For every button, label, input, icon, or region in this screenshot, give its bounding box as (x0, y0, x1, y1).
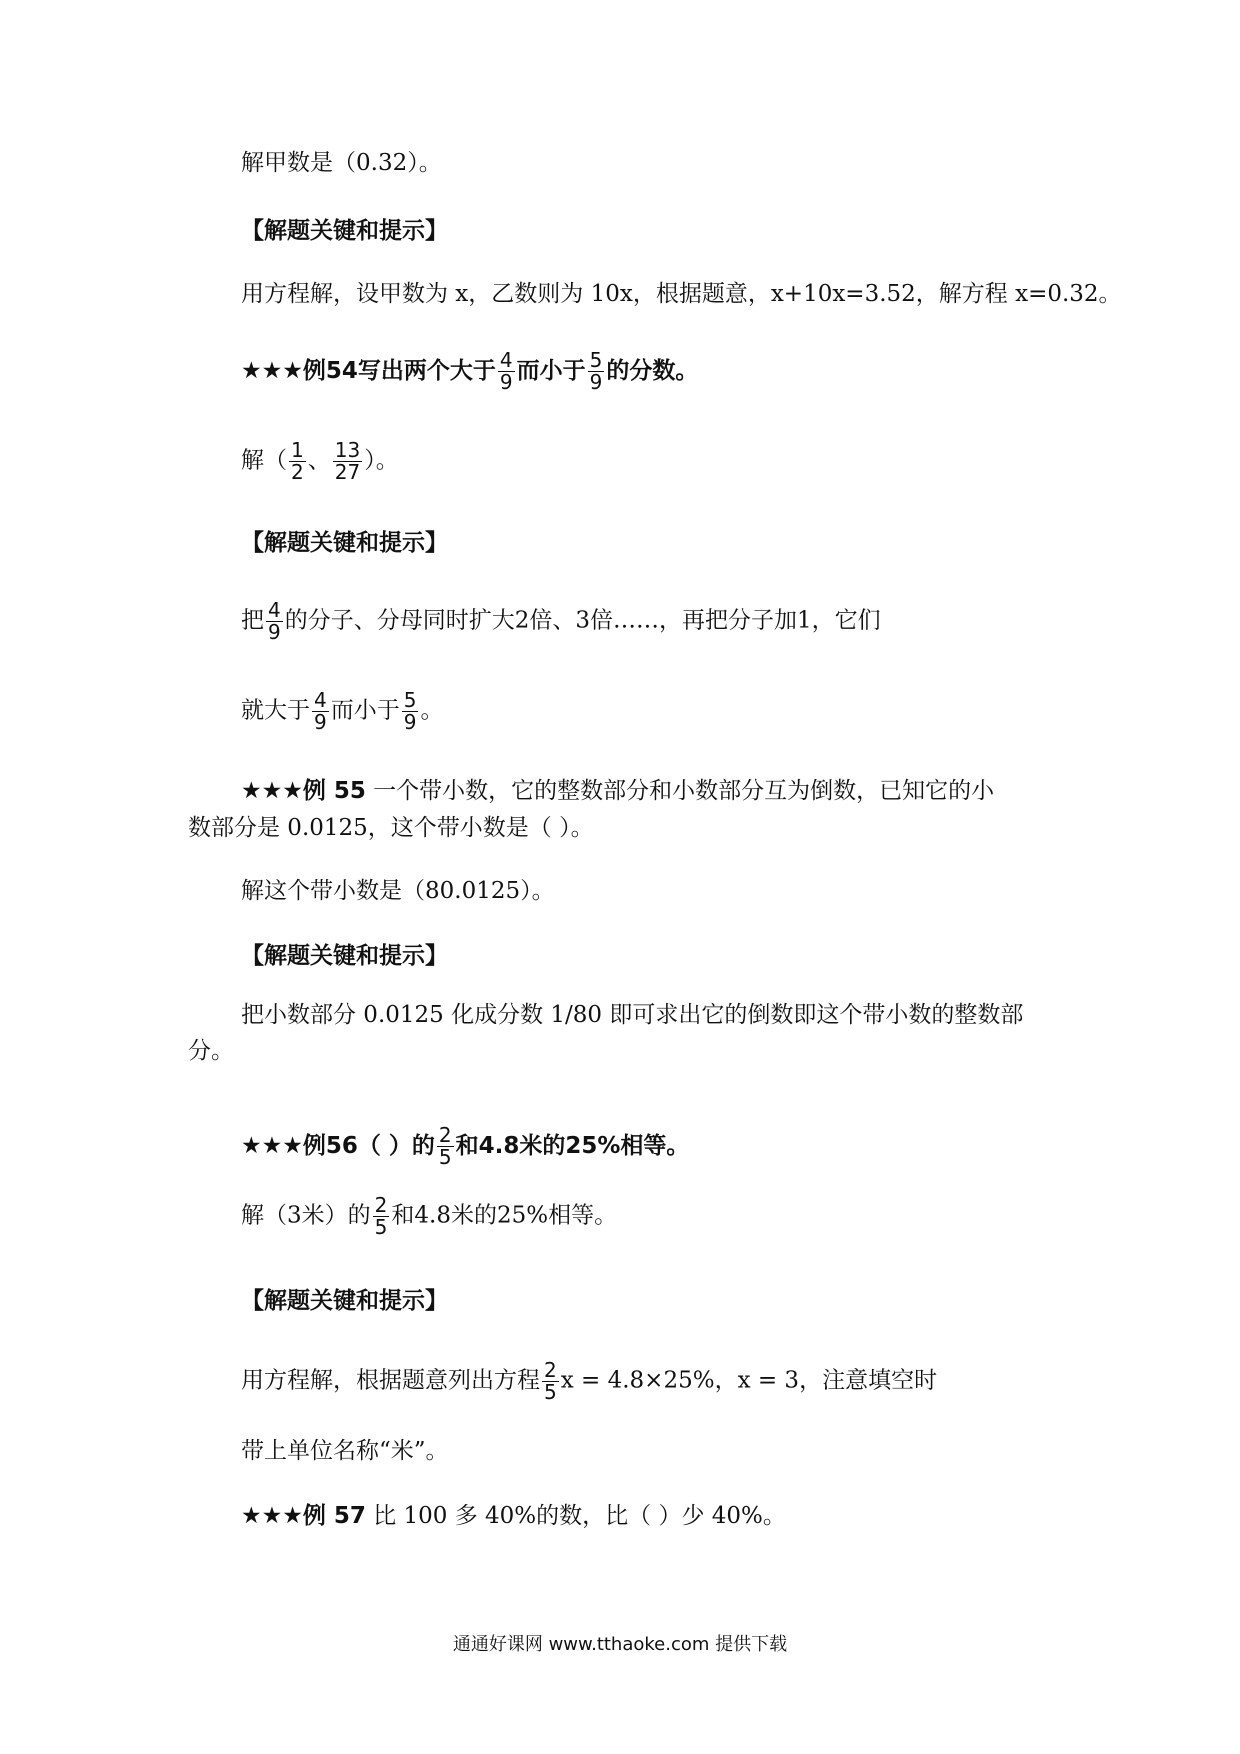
fraction-5-9: $\frac{5}{9}$ (589, 348, 603, 394)
fraction-2-5-hint: $\frac{2}{5}$ (544, 1358, 557, 1404)
example-57-label: ★★★例 57 (241, 1503, 366, 1529)
fraction-1-2: $\frac{1}{2}$ (291, 438, 304, 484)
example-55-text: 一个带小数，它的整数部分和小数部分互为倒数，已知它的小 (365, 778, 995, 804)
hint-53: 用方程解，设甲数为 x，乙数则为 10x，根据题意，x+10x=3.52，解方程 x=0.32。 (241, 281, 1122, 307)
hint-54-text-c: 就大于 (241, 697, 310, 724)
answer-54 (241, 440, 399, 483)
example-54-text-b: 而小于 (516, 358, 586, 384)
hint-54-text-e: 。 (420, 697, 444, 724)
hint-heading-2: 【解题关键和提示】 (241, 530, 448, 556)
answer-56-text-b: 和4.8米的25%相等。 (391, 1202, 618, 1229)
answer-53: 解甲数是（0.32）。 (241, 150, 442, 176)
example-56-text-b: 和4.8米的25%相等。 (455, 1133, 690, 1159)
hint-56-text-a: 用方程解，根据题意列出方程 (241, 1367, 540, 1394)
example-55-label: ★★★例 55 (241, 778, 366, 804)
fraction-2-5: $\frac{2}{5}$ (438, 1123, 452, 1169)
fraction-5-9-hint: $\frac{5}{9}$ (403, 688, 417, 734)
answer-54-text-b: 、 (307, 447, 331, 474)
example-54 (241, 350, 698, 393)
hint-56-text-b: x = 4.8×25%，x = 3，注意填空时 (560, 1367, 938, 1394)
example-55-line-1 (241, 780, 994, 803)
hint-54-text-b: 的分子、分母同时扩大2倍、3倍……，再把分子加1，它们 (284, 607, 881, 634)
example-55-line-2: 数部分是 0.0125，这个带小数是（ ）。 (188, 815, 594, 841)
answer-56 (241, 1195, 617, 1238)
hint-heading-3: 【解题关键和提示】 (241, 943, 448, 969)
hint-54-text-a: 把 (241, 607, 264, 634)
hint-54-text-d: 而小于 (330, 697, 400, 724)
hint-54-line-2 (241, 690, 443, 733)
answer-56-text-a: 解（3米）的 (241, 1202, 371, 1229)
hint-heading-1: 【解题关键和提示】 (241, 218, 448, 244)
fraction-2-5-answer: $\frac{2}{5}$ (374, 1193, 388, 1239)
fraction-13-27: $\frac{13}{27}$ (334, 438, 361, 484)
fraction-4-9-hint-2: $\frac{4}{9}$ (314, 688, 327, 734)
example-54-text-c: 的分数。 (606, 358, 699, 384)
example-57 (241, 1505, 786, 1528)
hint-heading-4: 【解题关键和提示】 (241, 1288, 448, 1314)
page-footer: 通通好课网 www.tthaoke.com 提供下载 (452, 1634, 788, 1655)
answer-54-text-a: 解（ (241, 447, 287, 474)
hint-55-line-2: 分。 (188, 1038, 234, 1064)
example-57-text: 比 100 多 40%的数，比（ ）少 40%。 (365, 1503, 786, 1529)
example-54-text-a: ★★★例54写出两个大于 (241, 358, 496, 384)
example-56-text-a: ★★★例56（ ）的 (241, 1133, 435, 1159)
answer-55: 解这个带小数是（80.0125）。 (241, 878, 555, 904)
hint-54-line-1 (241, 600, 881, 643)
hint-56-line-2: 带上单位名称“米”。 (241, 1438, 449, 1464)
example-56 (241, 1125, 689, 1168)
hint-56-line-1 (241, 1360, 937, 1403)
fraction-4-9-hint: $\frac{4}{9}$ (268, 598, 281, 644)
fraction-4-9: $\frac{4}{9}$ (499, 348, 513, 394)
hint-55-line-1: 把小数部分 0.0125 化成分数 1/80 即可求出它的倒数即这个带小数的整数部 (241, 1002, 1024, 1028)
answer-54-text-c: ）。 (364, 447, 399, 474)
